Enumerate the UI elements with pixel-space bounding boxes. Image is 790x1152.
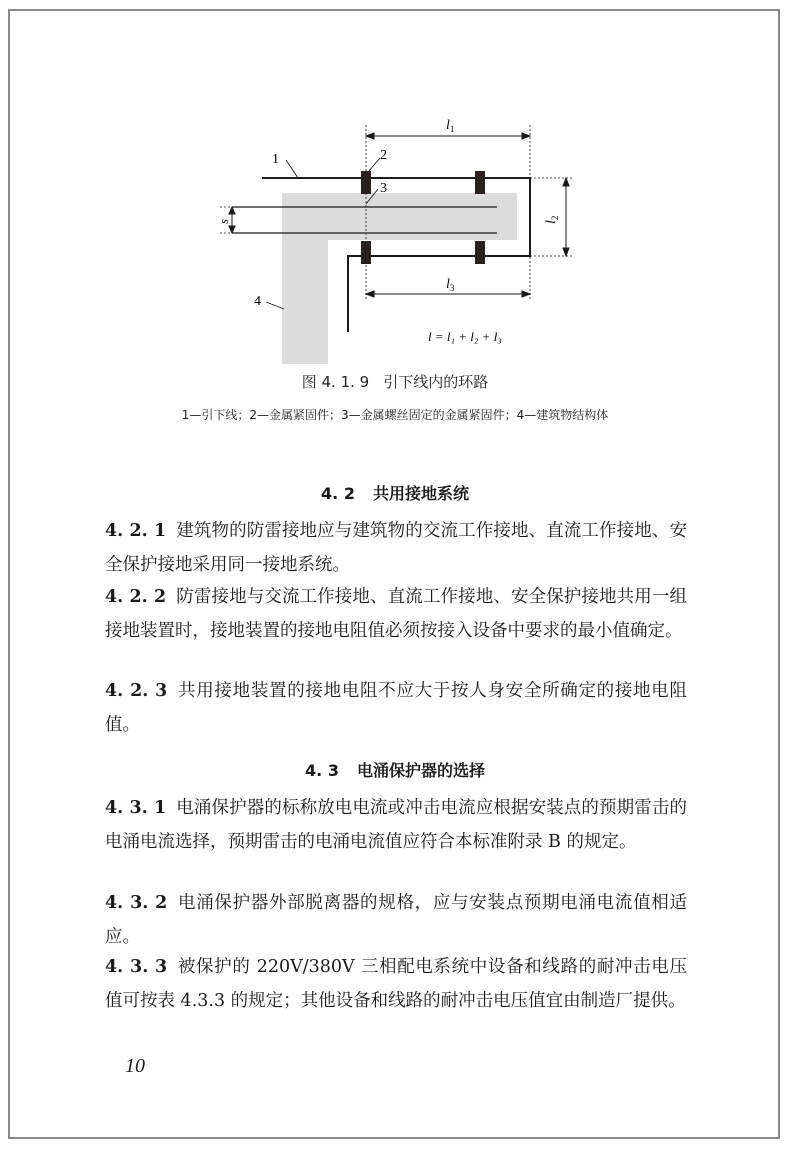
- clause-4-3-1: [105, 791, 687, 859]
- clause-text: 电涌保护器的标称放电电流或冲击电流应根据安装点的预期雷击的电涌电流选择，预期雷击的电涌电流值应符合本标准附录 B 的规定。: [105, 798, 688, 852]
- arrow: [563, 248, 569, 256]
- figure-number: 图 4. 1. 9: [301, 373, 370, 391]
- section-heading-4-3: [0, 758, 790, 781]
- section-title: 电涌保护器的选择: [356, 761, 485, 780]
- loop-formula: l = l₁ + l₂ + l₃: [428, 329, 502, 344]
- clause-4-2-2: [105, 580, 687, 648]
- clause-number: 4. 2. 3: [105, 681, 168, 701]
- section-number: 4. 3: [305, 761, 339, 780]
- clause-4-3-3: [105, 950, 687, 1018]
- loop-diagram: [0, 0, 790, 370]
- callout-4: 4: [254, 294, 261, 309]
- callout-2: 2: [380, 148, 387, 163]
- arrow: [366, 133, 374, 139]
- arrow: [522, 133, 530, 139]
- arrow: [229, 226, 235, 233]
- clause-number: 4. 2. 1: [105, 521, 167, 541]
- clause-4-2-3: [105, 674, 687, 742]
- section-title: 共用接地系统: [372, 484, 469, 503]
- clause-4-2-1: [105, 514, 687, 582]
- clause-4-3-2: [105, 886, 687, 954]
- clause-text: 防雷接地与交流工作接地、直流工作接地、安全保护接地共用一组接地装置时，接地装置的接地电阻值必须按接入设备中要求的最小值确定。: [105, 587, 688, 641]
- figure-legend: 1—引下线；2—金属紧固件；3—金属螺丝固定的金属紧固件；4—建筑物结构体: [181, 408, 609, 422]
- arrow: [366, 291, 374, 297]
- page-number: 10: [125, 1055, 145, 1077]
- clause-text: 共用接地装置的接地电阻不应大于按人身安全所确定的接地电阻值。: [105, 681, 687, 735]
- arrow: [522, 291, 530, 297]
- leader-line-2: [368, 158, 380, 172]
- section-heading-4-2: [0, 481, 790, 504]
- callout-1: 1: [272, 152, 279, 167]
- metal-clamp: [361, 241, 371, 264]
- metal-clamp: [475, 171, 485, 194]
- arrow: [229, 207, 235, 214]
- leader-line-4: [266, 302, 284, 309]
- leader-line-1: [286, 160, 298, 178]
- clause-number: 4. 2. 2: [105, 587, 167, 607]
- section-number: 4. 2: [321, 484, 355, 503]
- arrow: [563, 178, 569, 186]
- figure-caption: [0, 371, 790, 392]
- clause-text: 电涌保护器外部脱离器的规格，应与安装点预期电涌电流值相适应。: [105, 893, 687, 947]
- clause-text: 被保护的 220V/380V 三相配电系统中设备和线路的耐冲击电压值可按表 4.3.3 的规定；其他设备和线路的耐冲击电压值宜由制造厂提供。: [105, 957, 687, 1011]
- callout-3: 3: [380, 181, 387, 196]
- metal-clamp: [475, 241, 485, 264]
- dim-l2-label: $l_2$: [544, 215, 560, 224]
- clause-number: 4. 3. 2: [105, 893, 168, 913]
- clause-number: 4. 3. 1: [105, 798, 167, 818]
- figure-title: 引下线内的环路: [383, 373, 489, 391]
- dim-l1-label: $l_1$: [446, 118, 455, 134]
- clause-text: 建筑物的防雷接地应与建筑物的交流工作接地、直流工作接地、安全保护接地采用同一接地系统。: [105, 521, 688, 575]
- dim-l3-label: $l_3$: [446, 277, 455, 293]
- dim-s-label: s: [216, 218, 231, 224]
- clause-number: 4. 3. 3: [105, 957, 168, 977]
